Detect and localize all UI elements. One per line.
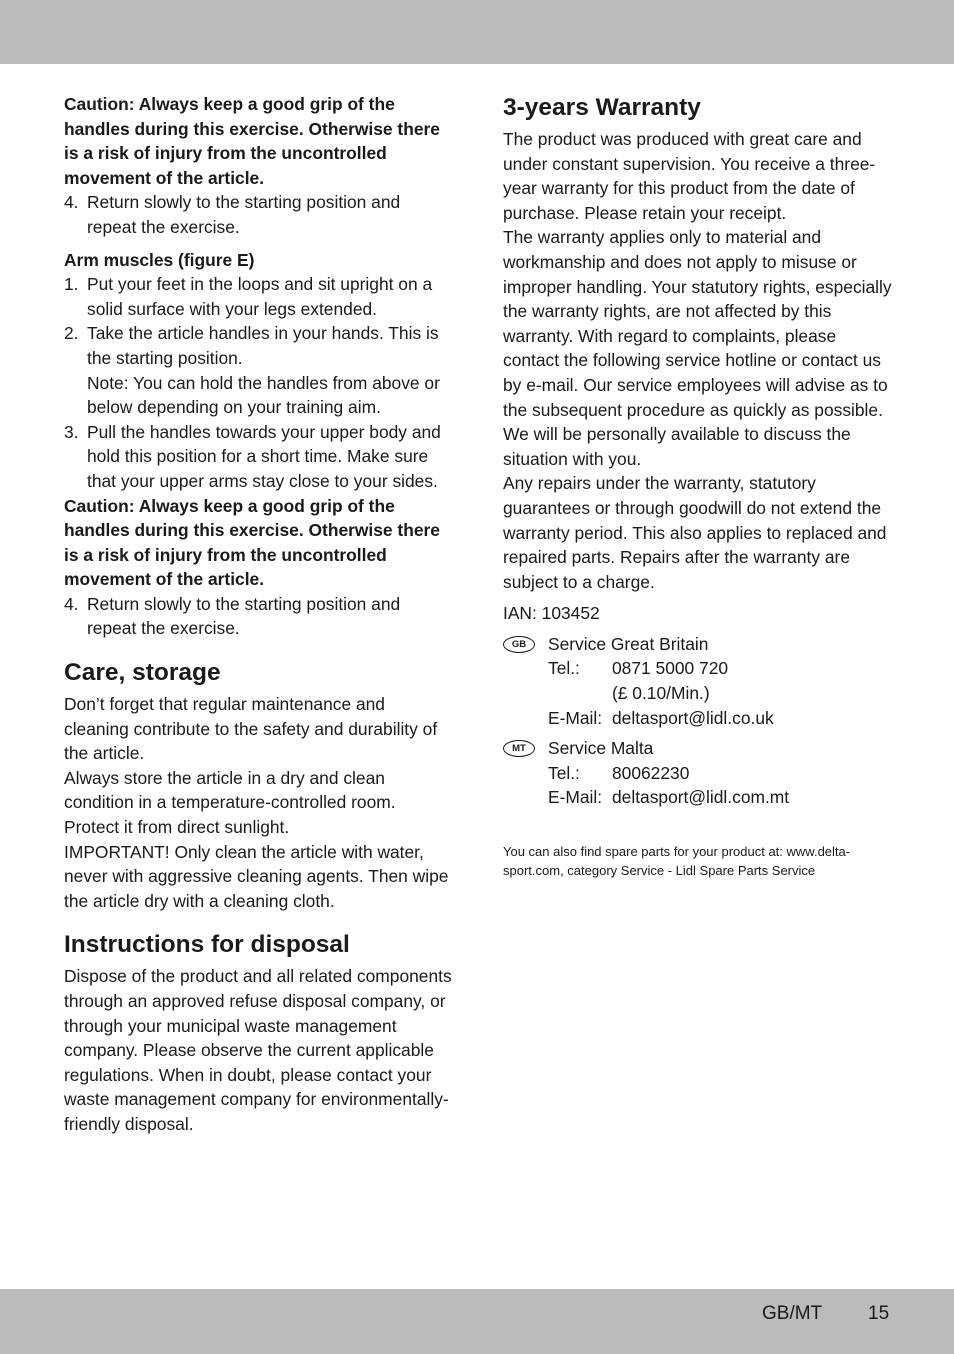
phone-number: 0871 5000 720 [612,658,729,679]
header-bar [0,0,954,64]
paragraph: Don’t forget that regular maintenance and cleaning contribute to the safety and durability of the article. [64,694,438,764]
email-address: deltasport@lidl.com.mt [612,787,790,808]
list-item: 2. Take the article handles in your hands. This is the starting position. Note: You can hold the handles from above or below depending on your training aim. [64,323,440,418]
country-badge-gb: GB [503,636,535,653]
service-gb: GB Service Great Britain Tel.: 0871 5000 720 (£ 0.10/Min.) E-Mail: deltasport@lidl.co.uk [503,632,895,730]
service-title: Service Great Britain [548,633,709,654]
step-list [64,592,454,641]
left-column [64,92,454,1137]
caution-text: Caution: Always keep a good grip of the handles during this exercise. Otherwise there is a risk of injury from the uncontrolled movement of the article. [64,94,440,188]
phone-rate: (£ 0.10/Min.) [612,683,710,704]
list-item: 1. Put your feet in the loops and sit upright on a solid surface with your legs extended. [64,274,433,319]
paragraph: Dispose of the product and all related components through an approved refuse disposal company, or through your municipal waste management company. Please observe the current applicable regulations. When in doubt, please contact your waste management company for environmentally-friendly disposal. [64,966,452,1134]
section-heading-warranty: 3-years Warranty [503,94,701,121]
arm-steps-list [64,272,454,493]
ian-number: IAN: 103452 [503,603,600,624]
paragraph: Always store the article in a dry and clean condition in a temperature-controlled room. Protect it from direct sunlight. [64,767,396,838]
list-item: 3. Pull the handles towards your upper body and hold this position for a short time. Make sure that your upper arms stay close to your sides. [64,421,441,491]
list-item: 4. Return slowly to the starting position and repeat the exercise. [64,192,401,237]
service-mt: MT Service Malta Tel.: 80062230 E-Mail: deltasport@lidl.com.mt [503,736,895,810]
paragraph: The warranty applies only to material and workmanship and does not apply to misuse or improper handling. Your statutory rights, especially the warranty rights, are not affected by this warranty. With regard to complaints, please contact the following service hotline or contact us by e-mail. Our service employees will advise as to the subsequent procedure as quickly as possible. We will be personally available to discuss the situation with you. [503,227,892,469]
footer-language: GB/MT [762,1303,823,1324]
phone-number: 80062230 [612,762,690,783]
section-heading-disposal: Instructions for disposal [64,931,350,959]
paragraph: The product was produced with great care and under constant supervision. You receive a three-year warranty for this product from the date of purchase. Please retain your receipt. [503,129,876,223]
country-badge-mt: MT [503,740,535,757]
step-list [64,190,454,239]
section-subheading: Arm muscles (figure E) [64,249,255,270]
right-column [503,92,895,880]
spare-parts-note: You can also find spare parts for your product at: www.delta-sport.com, category Service - Lidl Spare Parts Service [503,844,851,879]
section-heading-care: Care, storage [64,659,221,687]
paragraph: Any repairs under the warranty, statutory guarantees or through goodwill do not extend the warranty period. This also applies to replaced and repaired parts. Repairs after the warranty are subject to a charge. [503,473,887,592]
caution-text: Caution: Always keep a good grip of the handles during this exercise. Otherwise there is a risk of injury from the uncontrolled movement of the article. [64,495,440,590]
step-note: Note: You can hold the handles from above or below depending on your training aim. [87,372,440,418]
service-title: Service Malta [548,738,654,759]
list-item: 4. Return slowly to the starting position and repeat the exercise. [64,593,401,639]
page-number: 15 [868,1303,890,1324]
email-address: deltasport@lidl.co.uk [612,707,774,728]
paragraph: IMPORTANT! Only clean the article with water, never with aggressive cleaning agents. Then wipe the article dry with a cleaning cloth. [64,841,449,911]
